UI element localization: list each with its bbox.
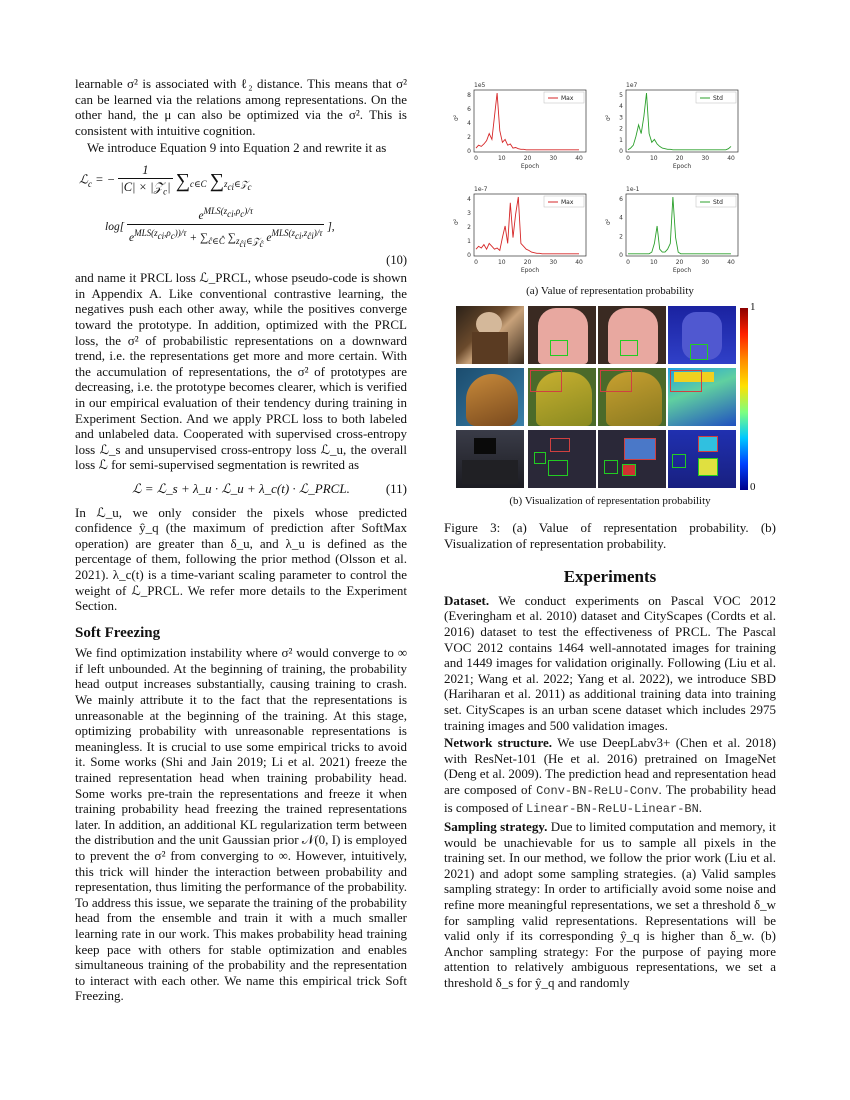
image-eagle-overlay-1: [528, 368, 596, 426]
left-column: [75, 76, 407, 1006]
plot-svg: [604, 78, 744, 178]
figure-caption: Figure 3: (a) Value of representation probability. (b) Visualization of representation probability.: [444, 520, 776, 551]
y-tick-label: 0: [619, 252, 623, 259]
paragraph-network: [444, 735, 776, 817]
network-label: Network structure.: [444, 735, 553, 751]
image-eagle-original: [456, 368, 524, 426]
x-tick-label: 0: [626, 259, 630, 266]
y-tick-label: 0: [619, 148, 623, 155]
legend-label: Std: [713, 199, 723, 206]
equation-11-body: ℒ = ℒ_s + λ_u · ℒ_u + λ_c(t) · ℒ_PRCL.: [132, 480, 350, 496]
legend-label: Std: [713, 95, 723, 102]
subcaption-b: (b) Visualization of representation probability: [509, 495, 711, 507]
plot-std-2: [604, 182, 744, 282]
x-tick-label: 20: [523, 155, 532, 162]
image-eagle-overlay-2: [598, 368, 666, 426]
network-mono-2: Linear-BN-ReLU-Linear-BN: [525, 801, 699, 816]
y-tick-label: 8: [467, 92, 471, 99]
image-person-original: [456, 306, 524, 364]
image-room-heatmap: [668, 430, 736, 488]
y-tick-label: 3: [467, 210, 471, 217]
x-tick-label: 10: [497, 155, 506, 162]
y-tick-label: 4: [619, 103, 623, 111]
image-room-original: [456, 430, 524, 488]
network-text-3: .: [698, 799, 703, 815]
y-tick-label: 1: [467, 238, 471, 245]
x-tick-label: 30: [549, 155, 558, 162]
x-tick-label: 0: [474, 259, 478, 266]
image-person-heatmap: [668, 306, 736, 364]
y-tick-label: 2: [619, 233, 623, 241]
plot-std-1: [604, 78, 744, 178]
y-tick-label: 2: [467, 224, 471, 231]
visualization-grid: [456, 306, 740, 494]
x-tick-label: 40: [575, 259, 583, 266]
image-room-overlay-1: [528, 430, 596, 488]
network-mono-1: Conv-BN-ReLU-Conv: [536, 783, 659, 798]
section-heading-soft-freezing: Soft Freezing: [75, 624, 161, 641]
y-tick-label: 2: [467, 134, 471, 141]
y-tick-label: 6: [467, 106, 471, 113]
x-tick-label: 40: [727, 259, 735, 266]
x-tick-label: 10: [649, 155, 658, 162]
paragraph-dataset: [444, 593, 776, 733]
image-person-overlay-1: [528, 306, 596, 364]
x-tick-label: 30: [701, 155, 710, 162]
paragraph-lu: In ℒ_u, we only consider the pixels whose predicted confidence ŷ_q (the maximum of prediction after SoftMax operation) are greater than δ_u, and λ_u is defined as the percentage of them, following the prior method (Olsson et al. 2021). λ_c(t) is a time-variant scaling parameter to control the weight of ℒ_PRCL. We refer more details to the Experiment Section.: [75, 504, 407, 614]
y-axis-label: σ²: [605, 218, 612, 225]
x-tick-label: 10: [649, 259, 658, 266]
image-eagle-heatmap: [668, 368, 736, 426]
dataset-text: We conduct experiments on Pascal VOC 2012 (Everingham et al. 2010) dataset and CityScapes (Cordts et al. 2016) dataset to test the effectiveness of PRCL. The Pascal VOC 2012 contains 1464 well-annotated images for training and 1449 images for validation originally. Following (Liu et al. 2021; Wang et al. 2022; Yang et al. 2022), we introduce SBD (Hariharan et al. 2011) as additional training data into training set. CityScapes is an urban scene dataset which includes 2975 training images and 500 validation images.: [444, 592, 777, 733]
plot-scale: 1e-1: [626, 186, 640, 193]
image-room-overlay-2: [598, 430, 666, 488]
plot-svg: [452, 182, 592, 282]
equation-10: ℒ$_c$ = − $\frac{1}{|C| \times |𝒵_c|}$ $\sum_{c\in C}$ $\sum_{z_{ci}\in 𝒵_c}$ log[ $\frac{e^{MLS(z_{ci},\rho_c)/\tau}}{e^{MLS(z_{ci},\rho_c))/\tau} + \sum_{ĉ\in Ĉ} \sum_{z_{ĉi}\in 𝒵_ĉ} e^{MLS(z_{ci},z_{ĉi})/\tau}}$ ], (10): [75, 162, 407, 268]
plot-max-1: [452, 78, 592, 178]
network-text-1: We use DeepLabv3+ (Chen et al. 2018) with ResNet-101 (He et al. 2016) pretrained on ImageNet (Deng et al. 2009). The prediction head and representation head are composed of: [444, 735, 776, 797]
equation-11-number: (11): [385, 480, 407, 496]
y-tick-label: 2: [619, 125, 623, 133]
plot-scale: 1e-7: [474, 186, 488, 193]
legend-label: Max: [561, 95, 574, 102]
paragraph-prcl: and name it PRCL loss ℒ_PRCL, whose pseudo-code is shown in Appendix A. Like conventional contrastive learning, the negatives push each other away, while the positives converge toward the prototype. In addition, optimized with the PRCL loss, the σ² of probabilistic representations on a downward trend, i.e. the representations get more and more certain. With the accumulation of representations, the σ² of prototypes are decreasing, i.e. the prototype becomes clearer, which is verified in our empirical evaluation of their tendency during training in Experiment Section. And we apply PRCL loss to both labeled and unlabeled data. Cooperated with supervised cross-entropy loss ℒ_s and unsupervised cross-entropy loss ℒ_u, the overall loss ℒ for semi-supervised segmentation is rewrited as: [75, 270, 407, 473]
y-tick-label: 4: [619, 214, 623, 222]
x-tick-label: 10: [497, 259, 506, 266]
colorbar: [740, 308, 748, 490]
legend-label: Max: [561, 199, 574, 206]
paragraph-sampling: [444, 819, 776, 991]
x-tick-label: 0: [474, 155, 478, 162]
paragraph-equation-intro: We introduce Equation 9 into Equation 2 and rewrite it as: [87, 140, 387, 156]
x-tick-label: 30: [701, 259, 710, 266]
y-tick-label: 0: [467, 252, 471, 259]
x-tick-label: 20: [675, 259, 684, 266]
paragraph-soft-freezing: We find optimization instability where σ² would converge to ∞ if left unbounded. At the beginning of training, the probability head output increases substantially, causing training to crash. We mainly attribute it to the fact that the representations is unreasonable at the beginning of the training. At this stage, optimizing probability with unreasonable representations is meaningless. It is crucial to use some empirical tricks to avoid it. Some works (Shi and Jain 2019; Li et al. 2021) freeze the trained representation head when training probability head. Some works pre-train the representations and freeze it when training probability head freezing the trained representations later. In addition, an additional KL regularization term between the distribution and the unit Gaussian prior 𝒩(0, I) is employed to prevent the σ² from converging to ∞. However, intuitively, this trick will hinder the interaction between probability and representation, thus limiting the performance of the probability. To address this issue, we separate the training of the probability head from the ensemble and train it with a much smaller learning rate in our work. This makes probability head training keep pace with others for stable optimization and enables simultaneous training of the probability and the representation to interact with each other. We name this empirical trick Soft Freezing.: [75, 645, 407, 1004]
y-tick-label: 6: [619, 196, 623, 203]
right-column: [444, 78, 776, 993]
section-heading-experiments: Experiments: [563, 567, 657, 587]
x-axis-label: Epoch: [520, 163, 540, 170]
x-tick-label: 20: [523, 259, 532, 266]
equation-10-number: (10): [386, 253, 407, 268]
x-axis-label: Epoch: [520, 267, 540, 274]
x-tick-label: 20: [675, 155, 684, 162]
y-axis-label: σ²: [453, 218, 460, 225]
plot-svg: [452, 78, 592, 178]
y-tick-label: 4: [467, 196, 471, 203]
paragraph-intro: learnable σ² is associated with ℓ₂ distance. This means that σ² can be learned via the relations among representations. On the other hand, the μ can also be optimized via the σ². This is consistent with intuitive cognition.: [75, 76, 407, 138]
plot-max-2: [452, 182, 592, 282]
colorbar-top-label: 1: [750, 301, 756, 313]
network-text-2: . The probability head is composed of: [444, 781, 777, 815]
y-tick-label: 1: [619, 136, 623, 144]
plot-scale: 1e5: [474, 82, 486, 89]
y-tick-label: 0: [467, 148, 471, 155]
x-tick-label: 40: [727, 155, 735, 162]
x-axis-label: Epoch: [672, 267, 692, 274]
figure-3: [444, 78, 776, 526]
y-tick-label: 4: [467, 120, 471, 127]
y-axis-label: σ²: [453, 114, 460, 121]
dataset-label: Dataset.: [444, 592, 490, 608]
x-tick-label: 40: [575, 155, 583, 162]
sampling-text: Due to limited computation and memory, it would be unachievable for us to sample all pixels in the training set. In our method, we follow the prior work (Liu et al. 2021) and adopt some sampling strategies. (a) Valid samples sampling strategy: In order to artificially avoid some noise and refine more meaningful representations, we set a threshold δ_w for sampling valid representations. Representations will be valid only if its corresponding ŷ_q is higher than δ_w. (b) Anchor sampling strategy: For the purpose of paying more attention to relatively ambiguous representations, we set a threshold δ_s for ŷ_q and randomly: [444, 819, 777, 991]
y-tick-label: 3: [619, 114, 623, 122]
sampling-label: Sampling strategy.: [444, 819, 548, 835]
x-tick-label: 0: [626, 155, 630, 162]
plot-scale: 1e7: [626, 82, 638, 89]
plot-svg: [604, 182, 744, 282]
subcaption-a: (a) Value of representation probability: [526, 285, 694, 297]
equation-11: [75, 481, 407, 497]
x-tick-label: 30: [549, 259, 558, 266]
x-axis-label: Epoch: [672, 163, 692, 170]
y-axis-label: σ²: [605, 114, 612, 121]
image-person-overlay-2: [598, 306, 666, 364]
y-tick-label: 5: [619, 92, 623, 99]
colorbar-bottom-label: 0: [750, 481, 756, 493]
